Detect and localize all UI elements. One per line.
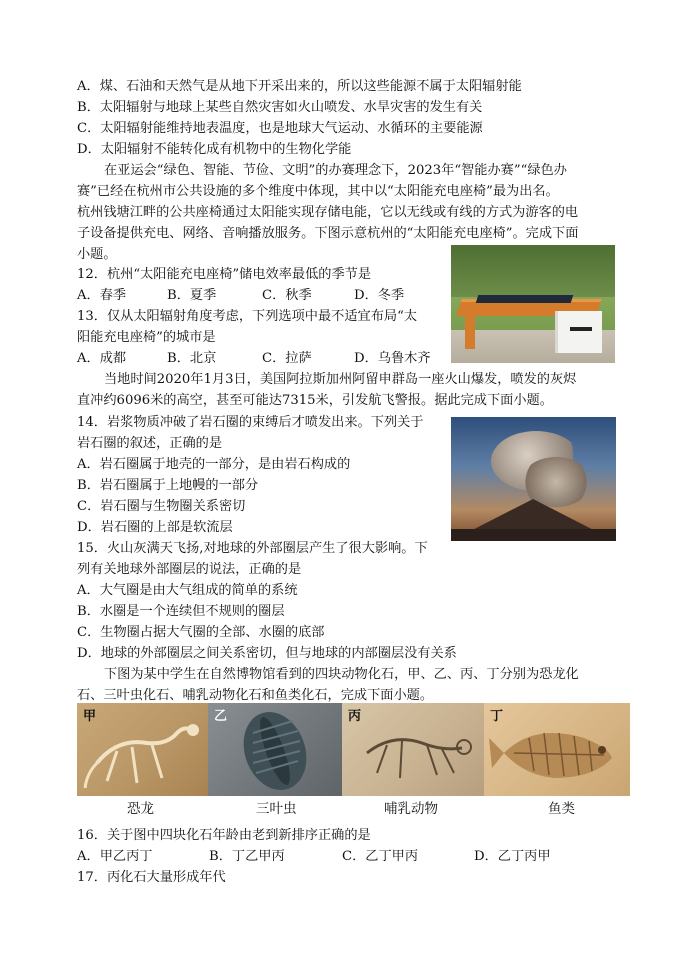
q15-option-b: B．水圈是一个连续但不规则的圈层 <box>77 604 285 619</box>
q14-option-b: B．岩石圈属于上地幔的一部分 <box>77 478 259 493</box>
q13-option-a: A．成都 <box>77 351 127 366</box>
q17-stem: 17．丙化石大量形成年代 <box>77 870 226 885</box>
passage3-line-1: 下图为某中学生在自然博物馆看到的四块动物化石，甲、乙、丙、丁分别为恐龙化 <box>104 667 579 682</box>
caption-fish: 鱼类 <box>548 801 575 817</box>
fossil-image-dinosaur <box>77 703 208 796</box>
mammal-skeleton-icon <box>342 703 484 796</box>
q13-option-b: B．北京 <box>167 351 217 366</box>
q16-option-b: B．丁乙甲丙 <box>209 849 285 864</box>
passage2-line-1: 当地时间2020年1月3日，美国阿拉斯加州阿留申群岛一座火山爆发，喷发的灰烬 <box>104 372 577 387</box>
q14-option-a: A．岩石圈属于地壳的一部分，是由岩石构成的 <box>77 457 351 472</box>
passage1-line-4: 子设备提供充电、网络、音响播放服务。下图示意杭州的“太阳能充电座椅”。完成下面 <box>77 226 579 241</box>
q15-option-d: D．地球的外部圈层之间关系密切，但与地球的内部圈层没有关系 <box>77 646 457 661</box>
solar-bench-photo <box>451 245 615 363</box>
trilobite-icon <box>208 703 342 796</box>
fossil-image-mammal <box>342 703 484 796</box>
caption-dinosaur: 恐龙 <box>127 801 154 817</box>
q12-options <box>77 285 404 306</box>
fossil-image-trilobite <box>208 703 342 796</box>
volcano-photo <box>451 417 616 541</box>
option-a-top: A．煤、石油和天然气是从地下开采出来的，所以这些能源不属于太阳辐射能 <box>77 79 522 94</box>
option-c-top: C．太阳辐射能维持地表温度，也是地球大气运动、水循环的主要能源 <box>77 121 483 136</box>
q12-stem: 12．杭州“太阳能充电座椅”储电效率最低的季节是 <box>77 267 372 282</box>
q16-stem: 16．关于图中四块化石年龄由老到新排序正确的是 <box>77 828 371 843</box>
q12-option-b: B．夏季 <box>167 288 217 303</box>
q13-stem-1: 13．仅从太阳辐射角度考虑，下列选项中最不适宜布局“太 <box>77 309 418 324</box>
q13-options <box>77 348 431 369</box>
q15-stem-2: 列有关地球外部圈层的说法，正确的是 <box>77 562 302 577</box>
fish-skeleton-icon <box>484 703 630 796</box>
passage1-line-5: 小题。 <box>77 247 117 262</box>
q12-option-a: A．春季 <box>77 288 127 303</box>
q14-option-d: D．岩石圈的上部是软流层 <box>77 520 233 535</box>
q14-stem-1: 14．岩浆物质冲破了岩石圈的束缚后才喷发出来。下列关于 <box>77 415 424 430</box>
q15-option-a: A．大气圈是由大气组成的简单的系统 <box>77 583 298 598</box>
passage3-line-2: 石、三叶虫化石、哺乳动物化石和鱼类化石，完成下面小题。 <box>77 688 434 703</box>
fossil-tag-ding: 丁 <box>490 709 504 724</box>
q16-options <box>77 846 551 867</box>
caption-trilobite: 三叶虫 <box>256 801 297 817</box>
q13-option-c: C．拉萨 <box>262 351 312 366</box>
q13-stem-2: 阳能充电座椅”的城市是 <box>77 330 216 345</box>
q16-option-c: C．乙丁甲丙 <box>342 849 419 864</box>
q14-stem-2: 岩石圈的叙述，正确的是 <box>77 436 223 451</box>
q12-option-c: C．秋季 <box>262 288 312 303</box>
q14-option-c: C．岩石圈与生物圈关系密切 <box>77 499 246 514</box>
dinosaur-skeleton-icon <box>77 703 208 796</box>
passage1-line-2: 赛”已经在杭州市公共设施的多个维度中体现，其中以“太阳能充电座椅”最为出名。 <box>77 184 559 199</box>
option-d-top: D．太阳辐射不能转化成有机物中的生物化学能 <box>77 142 352 157</box>
q16-option-a: A．甲乙丙丁 <box>77 849 153 864</box>
q15-stem-1: 15．火山灰满天飞扬,对地球的外部圈层产生了很大影响。下 <box>77 541 428 556</box>
q16-option-d: D．乙丁丙甲 <box>474 849 551 864</box>
passage1-line-1: 在亚运会“绿色、智能、节俭、文明”的办赛理念下，2023年“智能办赛”“绿色办 <box>104 163 567 178</box>
caption-mammal: 哺乳动物 <box>384 801 438 817</box>
passage2-line-2: 直冲约6096米的高空，甚至可能达7315米，引发航飞警报。据此完成下面小题。 <box>77 393 553 408</box>
passage1-line-3: 杭州钱塘江畔的公共座椅通过太阳能实现存储电能，它以无线或有线的方式为游客的电 <box>77 205 579 220</box>
fossil-tag-yi: 乙 <box>214 709 228 724</box>
q13-option-d: D．乌鲁木齐 <box>354 351 431 366</box>
q12-option-d: D．冬季 <box>354 288 405 303</box>
option-b-top: B．太阳辐射与地球上某些自然灾害如火山喷发、水旱灾害的发生有关 <box>77 100 483 115</box>
fossil-tag-jia: 甲 <box>83 709 97 724</box>
fossil-tag-bing: 丙 <box>348 709 362 724</box>
q15-option-c: C．生物圈占据大气圈的全部、水圈的底部 <box>77 625 325 640</box>
fossil-image-fish <box>484 703 630 796</box>
